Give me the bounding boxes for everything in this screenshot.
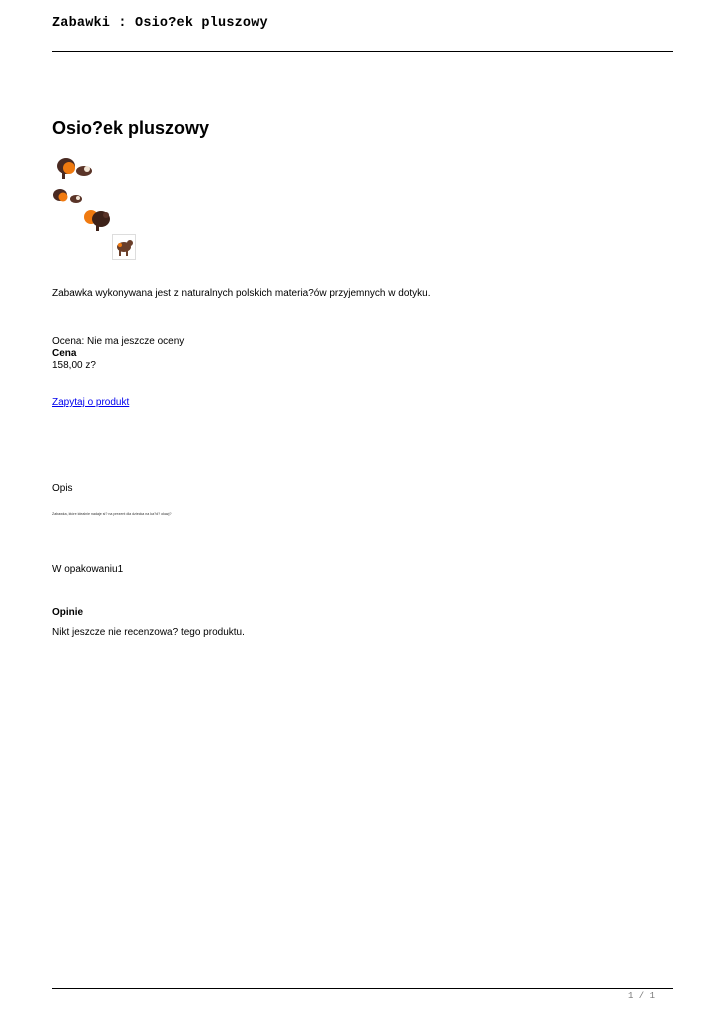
package-contents: W opakowaniu1: [52, 564, 124, 575]
product-thumbnail-4[interactable]: [112, 234, 136, 260]
product-image-gallery: [52, 152, 152, 264]
ask-about-product-link[interactable]: Zapytaj o produkt: [52, 397, 130, 408]
page-number: 1 / 1: [627, 991, 655, 1001]
description-section-text: Zabawka, które idealnie nadaje si? na prezent dla dziecka na ka?d? okazj?: [52, 512, 172, 516]
reviews-empty-message: Nikt jeszcze nie recenzowa? tego produktu.: [52, 627, 245, 638]
reviews-heading: Opinie: [52, 607, 84, 618]
header-divider: [52, 51, 673, 52]
document-header-title: Zabawki : Osio?ek pluszowy: [52, 16, 268, 31]
product-title: Osio?ek pluszowy: [52, 118, 210, 138]
product-price: 158,00 z?: [52, 360, 96, 371]
product-rating: Ocena: Nie ma jeszcze oceny: [52, 336, 185, 347]
product-thumbnail-1[interactable]: [54, 154, 94, 182]
price-label: Cena: [52, 348, 77, 359]
footer-divider: [52, 988, 673, 989]
description-section-heading: Opis: [52, 483, 73, 494]
product-description: Zabawka wykonywana jest z naturalnych polskich materia?ów przyjemnych w dotyku.: [52, 288, 431, 299]
product-thumbnail-2[interactable]: [52, 186, 84, 206]
product-thumbnail-3[interactable]: [82, 206, 112, 232]
